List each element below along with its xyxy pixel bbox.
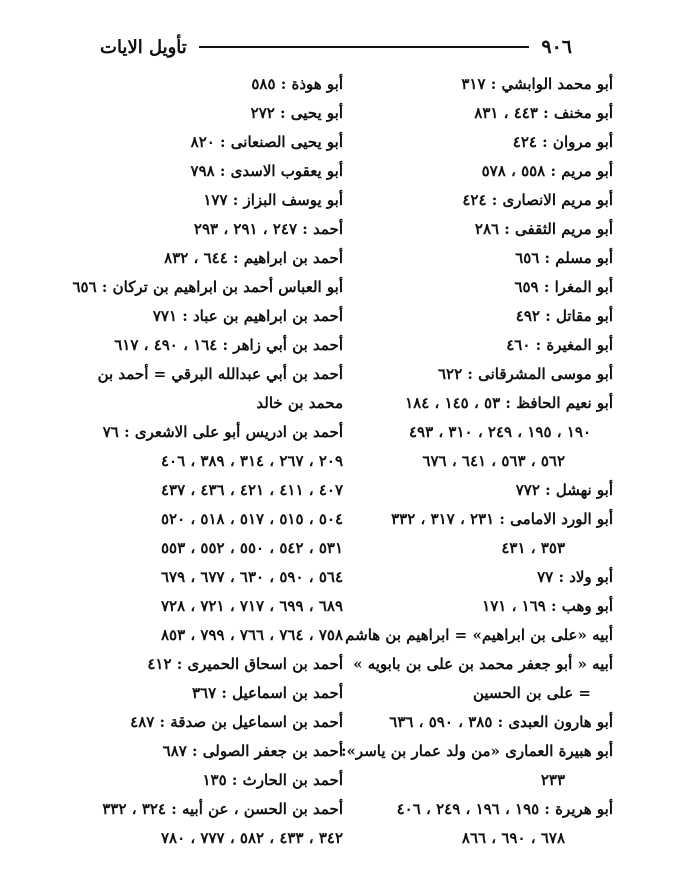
- index-entry-line: أحمد بن أبي عبدالله البرقي = أحمد بن: [97, 365, 343, 383]
- index-entry-line: أبو يعقوب الاسدى : ٧٩٨: [190, 162, 343, 180]
- index-entry-line: ٢٣٣: [540, 771, 565, 789]
- index-entry-line: أحمد بن ابراهيم بن عباد : ٧٧١: [152, 307, 343, 325]
- page-header: [100, 33, 572, 61]
- index-entry-line: ٥٦٤ ، ٥٩٠ ، ٦٣٠ ، ٦٧٧ ، ٦٧٩: [160, 568, 343, 586]
- index-entry-line: أبو هبيرة العمارى «من ولد عمار بن ياسر»:: [341, 742, 613, 760]
- index-entry-line: أبو يحيى الصنعانى : ٨٢٠: [190, 133, 343, 151]
- index-entry-line: أبو مروان : ٤٢٤: [512, 133, 613, 151]
- index-entry-line: أبو العباس أحمد بن ابراهيم بن تركان : ٦٥٦: [72, 278, 343, 296]
- index-column-left: [72, 70, 343, 853]
- index-entry-line: أحمد بن اسماعيل : ٣٦٧: [192, 684, 343, 702]
- index-entry-line: ٦٧٨ ، ٦٩٠ ، ٨٦٦: [461, 829, 565, 847]
- index-column-right: [341, 70, 613, 853]
- index-entry-line: ٤٠٧ ، ٤١١ ، ٤٢١ ، ٤٣٦ ، ٤٣٧: [160, 481, 343, 499]
- index-entry-line: أحمد بن ابراهيم : ٦٤٤ ، ٨٣٢: [164, 249, 343, 267]
- index-entry-line: أبو نعيم الحافظ : ٥٣ ، ١٤٥ ، ١٨٤: [405, 394, 613, 412]
- index-entry-line: أحمد بن الحسن ، عن أبيه : ٣٢٤ ، ٣٣٢: [102, 800, 343, 818]
- header-rule: [199, 46, 530, 48]
- index-entry-line: ٣٤٢ ، ٤٣٣ ، ٥٨٢ ، ٧٧٧ ، ٧٨٠: [160, 829, 343, 847]
- index-entry-line: أبو مريم الانصارى : ٤٢٤: [462, 191, 613, 209]
- index-entry-line: أبو الورد الامامى : ٢٣١ ، ٣١٧ ، ٣٣٢: [391, 510, 613, 528]
- index-entry-line: أحمد بن ادريس أبو على الاشعرى : ٧٦: [102, 423, 343, 441]
- index-entry-line: أبو المغيرة : ٤٦٠: [506, 336, 613, 354]
- index-entry-line: أبو مقاتل : ٤٩٢: [515, 307, 613, 325]
- index-entry-line: ٥٦٢ ، ٥٦٣ ، ٦٤١ ، ٦٧٦: [422, 452, 565, 470]
- index-entry-line: أبو نهشل : ٧٧٢: [515, 481, 613, 499]
- index-entry-line: أبو هوذة : ٥٨٥: [251, 75, 343, 93]
- index-entry-line: أبو هارون العبدى : ٣٨٥ ، ٥٩٠ ، ٦٣٦: [389, 713, 613, 731]
- index-entry-line: أبو وهب : ١٦٩ ، ١٧١: [482, 597, 613, 615]
- index-entry-line: أبو محمد الوابشي : ٣١٧: [461, 75, 613, 93]
- index-entry-line: ٥٠٤ ، ٥١٥ ، ٥١٧ ، ٥١٨ ، ٥٢٠: [160, 510, 343, 528]
- index-entry-line: أحمد بن الحارث : ١٣٥: [202, 771, 343, 789]
- index-entry-line: محمد بن خالد: [256, 394, 343, 412]
- index-entry-line: ٧٥٨ ، ٧٦٤ ، ٧٦٦ ، ٧٩٩ ، ٨٥٣: [160, 626, 343, 644]
- index-entry-line: أحمد بن أبي زاهر : ١٦٤ ، ٤٩٠ ، ٦١٧: [114, 336, 343, 354]
- running-title: تأويل الايات: [100, 36, 187, 58]
- index-entry-line: أبو مريم : ٥٥٨ ، ٥٧٨: [481, 162, 613, 180]
- index-entry-line: أبو يوسف البزاز : ١٧٧: [203, 191, 343, 209]
- index-entry-line: أبو هريرة : ١٩٥ ، ١٩٦ ، ٢٤٩ ، ٤٠٦: [396, 800, 613, 818]
- index-entry-line: أحمد بن اسحاق الحميرى : ٤١٢: [147, 655, 343, 673]
- index-entry-line: أبو مخنف : ٤٤٣ ، ٨٣١: [474, 104, 613, 122]
- index-entry-line: ٢٠٩ ، ٢٦٧ ، ٣١٤ ، ٣٨٩ ، ٤٠٦: [160, 452, 343, 470]
- index-entry-line: ١٩٠ ، ١٩٥ ، ٢٤٩ ، ٣١٠ ، ٤٩٣: [408, 423, 591, 441]
- index-entry-line: أبو المغرا : ٦٥٩: [514, 278, 613, 296]
- index-entry-line: أبيه «على بن ابراهيم» = ابراهيم بن هاشم: [345, 626, 613, 644]
- index-entry-line: أبو مسلم : ٦٥٦: [515, 249, 613, 267]
- index-entry-line: ٣٥٣ ، ٤٣١: [501, 539, 565, 557]
- index-entry-line: أبو موسى المشرقانى : ٦٢٢: [437, 365, 613, 383]
- index-entry-line: ٥٣١ ، ٥٤٢ ، ٥٥٠ ، ٥٥٢ ، ٥٥٣: [160, 539, 343, 557]
- index-entry-line: أحمد بن اسماعيل بن صدقة : ٤٨٧: [130, 713, 343, 731]
- index-entry-line: أبو ولاد : ٧٧: [537, 568, 613, 586]
- page-number: ٩٠٦: [541, 36, 572, 58]
- index-entry-line: أبيه « أبو جعفر محمد بن على بن بابويه »: [353, 655, 613, 673]
- index-entry-line: أحمد : ٢٤٧ ، ٢٩١ ، ٢٩٣: [193, 220, 343, 238]
- index-entry-line: = على بن الحسين: [473, 684, 591, 702]
- index-entry-line: أبو يحيى : ٢٧٢: [250, 104, 343, 122]
- index-entry-line: أبو مريم الثقفى : ٢٨٦: [474, 220, 613, 238]
- index-entry-line: ٦٨٩ ، ٦٩٩ ، ٧١٧ ، ٧٢١ ، ٧٢٨: [160, 597, 343, 615]
- index-entry-line: أحمد بن جعفر الصولى : ٦٨٧: [162, 742, 343, 760]
